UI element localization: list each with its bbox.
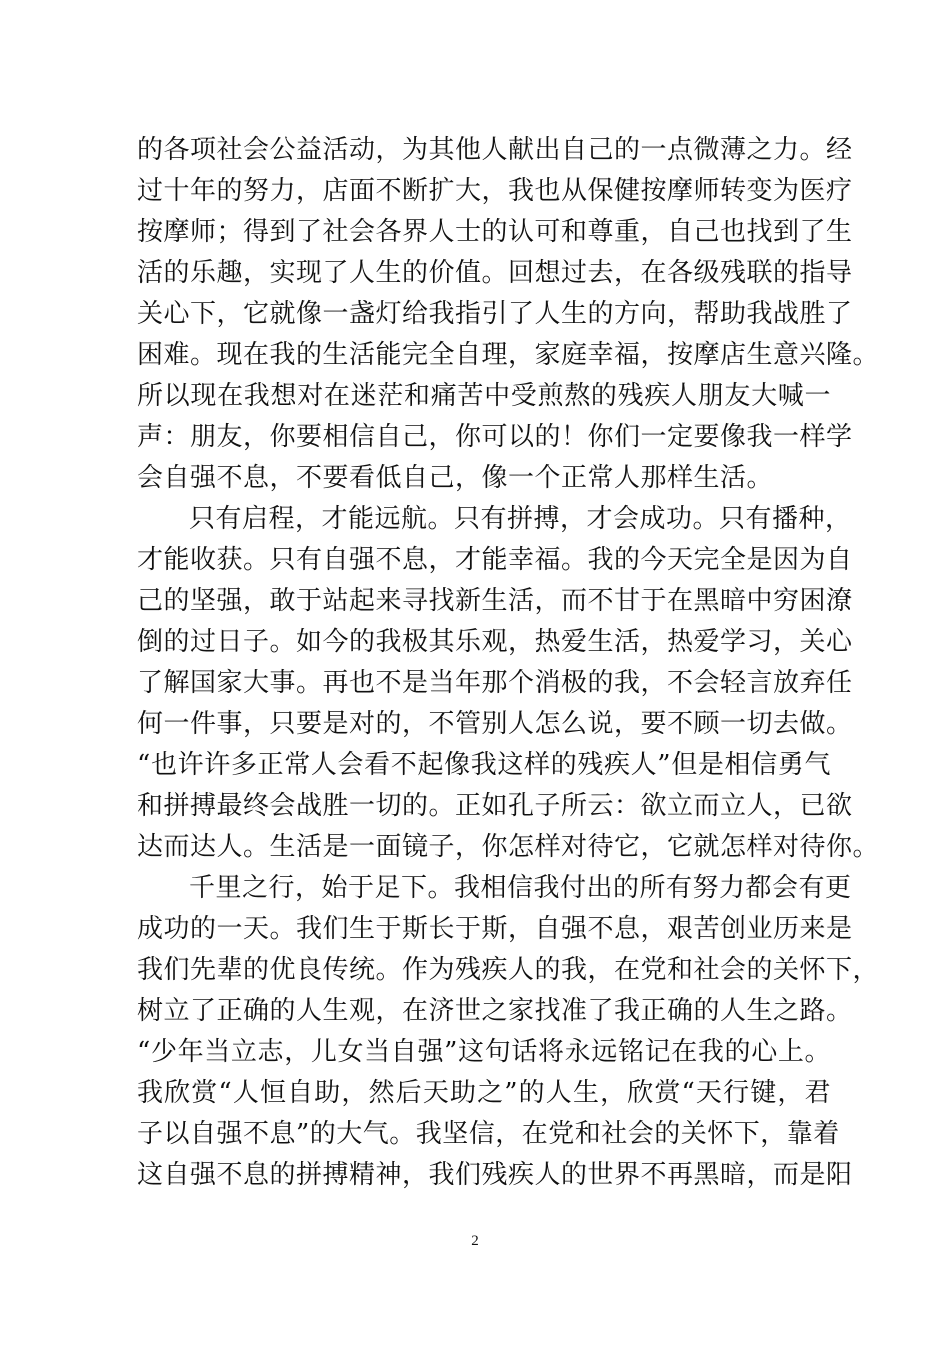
text-line: 过十年的努力，店面不断扩大，我也从保健按摩师转变为医疗 [137,176,853,206]
text-line: 会自强不息，不要看低自己，像一个正常人那样生活。 [137,463,774,493]
text-line: 己的坚强，敢于站起来寻找新生活，而不甘于在黑暗中穷困潦 [137,586,853,616]
text-line: 树立了正确的人生观，在济世之家找准了我正确的人生之路。 [137,996,853,1026]
text-line: 成功的一天。我们生于斯长于斯，自强不息，艰苦创业历来是 [137,914,853,944]
text-line: 才能收获。只有自强不息，才能幸福。我的今天完全是因为自 [137,545,853,575]
text-line: 倒的过日子。如今的我极其乐观，热爱生活，热爱学习，关心 [137,627,853,657]
text-line: 和拼搏最终会战胜一切的。正如孔子所云：欲立而立人，已欲 [137,791,853,821]
text-line: “少年当立志，儿女当自强”这句话将永远铭记在我的心上。 [137,1037,831,1067]
text-line: 声：朋友，你要相信自己，你可以的！你们一定要像我一样学 [137,422,853,452]
text-line: 子以自强不息”的大气。我坚信，在党和社会的关怀下，靠着 [137,1119,840,1149]
text-line: 所以现在我想对在迷茫和痛苦中受煎熬的残疾人朋友大喊一 [137,381,831,411]
text-line: 我们先辈的优良传统。作为残疾人的我，在党和社会的关怀下， [137,955,880,985]
text-line: 困难。现在我的生活能完全自理，家庭幸福，按摩店生意兴隆。 [137,340,880,370]
text-line: 了解国家大事。再也不是当年那个消极的我，不会轻言放弃任 [137,668,853,698]
text-line: 的各项社会公益活动，为其他人献出自己的一点微薄之力。经 [137,135,853,165]
text-line: 何一件事，只要是对的，不管别人怎么说，要不顾一切去做。 [137,709,853,739]
text-line: 达而达人。生活是一面镜子，你怎样对待它，它就怎样对待你。 [137,832,880,862]
text-line: 这自强不息的拼搏精神，我们残疾人的世界不再黑暗，而是阳 [137,1160,853,1190]
text-line: 我欣赏“人恒自助，然后天助之”的人生，欣赏“天行键，君 [137,1078,831,1108]
text-line: 只有启程，才能远航。只有拼搏，才会成功。只有播种， [189,504,852,534]
text-line: “也许许多正常人会看不起像我这样的残疾人”但是相信勇气 [137,750,831,780]
text-line: 按摩师；得到了社会各界人士的认可和尊重，自己也找到了生 [137,217,853,247]
text-line: 千里之行，始于足下。我相信我付出的所有努力都会有更 [189,873,852,903]
page-number: 2 [471,1233,479,1249]
text-line: 关心下，它就像一盏灯给我指引了人生的方向，帮助我战胜了 [137,299,853,329]
text-line: 活的乐趣，实现了人生的价值。回想过去，在各级残联的指导 [137,258,853,288]
body-text [137,130,880,1196]
